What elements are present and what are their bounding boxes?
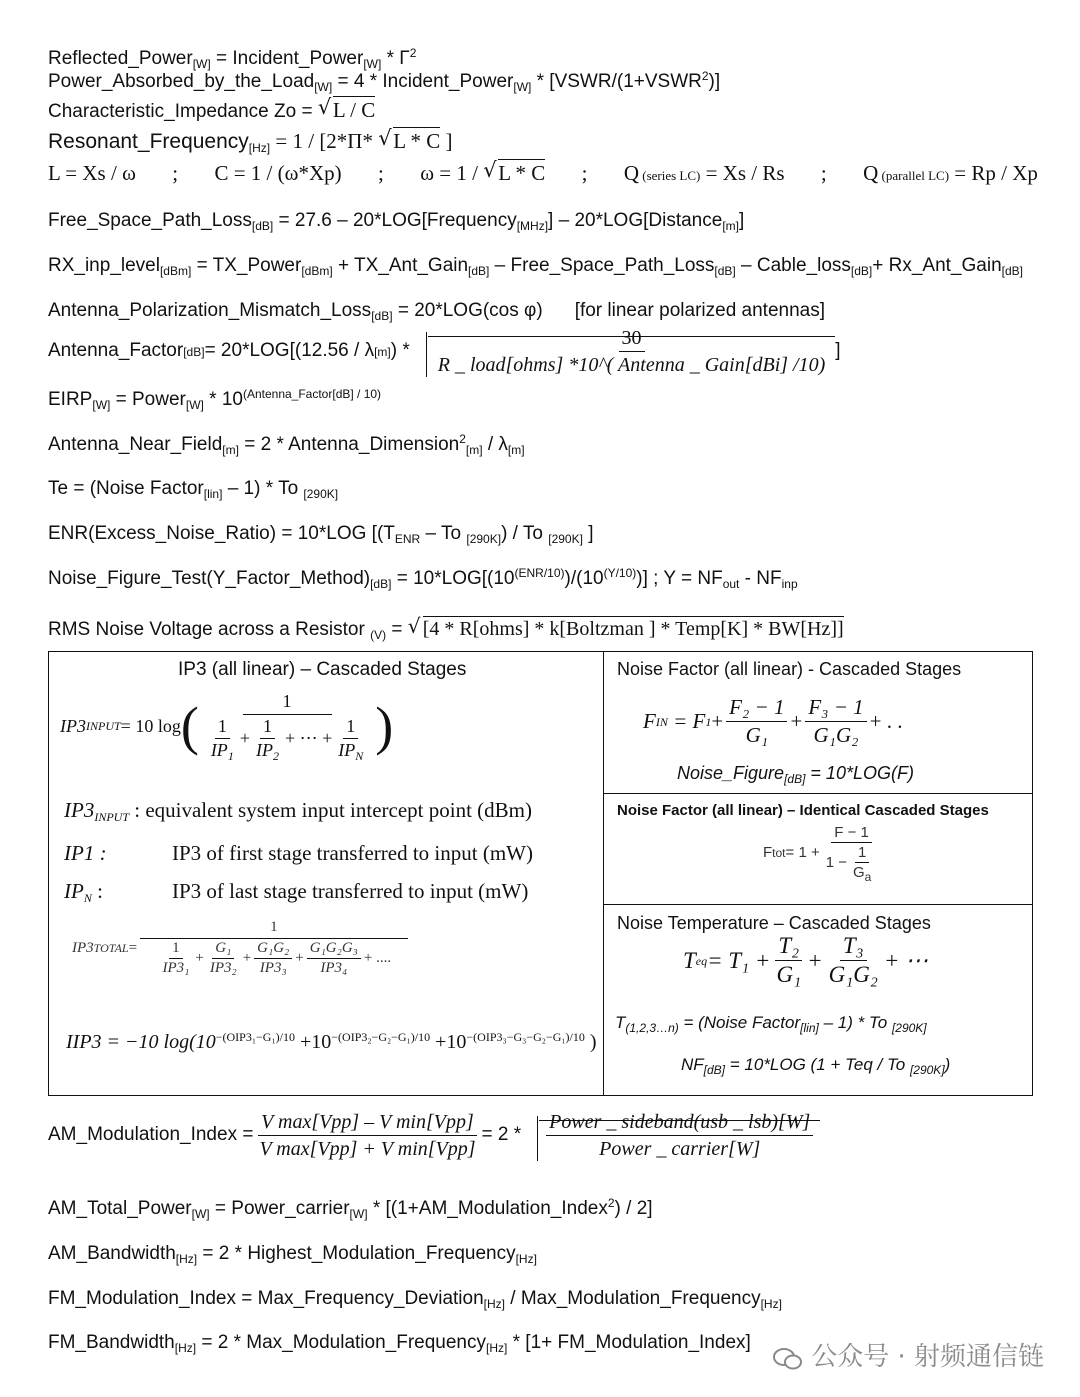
noise-figure-test-formula: $Noise\_Figure\_Test(Y\_Factor\_Method)_{[dB]} = 10*LOG[(10^{(ENR/10)})/(10^{(Y/10)})]$ ; $Y = NF_{out} - NF_{inp}$ xyxy=(48,566,798,591)
identical-stages-equation: F tot = 1 + F − 1 1 − $\frac{1}{G_a}$ xyxy=(763,824,872,884)
iip3-equation: IIP3 = −10 $\log(10^{-(OIP3_1-G_1)/10} +10^{-(OIP3_2-G_2-G_1)/10} +10^{-(OIP3_3-G_3-G_2-G_1)/10}$ ) xyxy=(66,1030,597,1053)
ip3-cell xyxy=(48,651,603,1096)
nf-teq-line: $NF_{[dB]} = 10*LOG$ (1 + Teq / To $_{[290K]}$) xyxy=(681,1055,951,1077)
noise-figure-db: Noise_Figure$_{[dB]}$ = 10*LOG(F) xyxy=(677,763,914,786)
ip3-title: IP3 (all linear) – Cascaded Stages xyxy=(178,659,467,680)
am-modulation-index-formula: AM_Modulation_Index = $\frac{\text{V max[Vpp] – V min[Vpp]}}{\text{V max[Vpp] + V min[Vpp]}}$ = 2 * $\frac{\text{Power \_ sideband(usb \_ lsb)[W]}}{\text{Power \_ carrier[W]}}$ xyxy=(48,1110,820,1161)
fm-bandwidth-formula: FM_Bandwidth$_{[Hz]}$ = 2 * Max_Modulation_Frequency$_{[Hz]}$ * [1+ FM_Modulation_Index] xyxy=(48,1332,751,1355)
am-total-power-formula: AM_Total_Power$_{[W]}$ = Power_carrier$_{[W]}$ * [(1+AM_Modulation_Index$^2$) / 2] xyxy=(48,1196,653,1221)
reflected-power-formula: Reflected_Power$_{[W]}$ = Incident_Power$_{[W]}$ * $\Gamma^2$ xyxy=(48,46,417,71)
ipn-definition: $IP_N$ : IP3 of last stage transferred to input (mW) xyxy=(64,879,529,905)
enr-formula: ENR(Excess_Noise_Ratio) = 10*LOG [($T_{ENR}$ – To $_{[290K]}$) / To $_{[290K]}$ ] xyxy=(48,523,594,546)
ip3-total-equation: IP3 TOTAL = 1 $\frac{1}{\text{IP3₁}}$ + $\frac{\text{G₁}}{\text{IP3₂}}$ + $\frac{\text{G₁G₂}}{\text{IP3₃}}$ + $\frac{\text{G₁G₂G₃}}{\text{IP3₄}}$ + .... xyxy=(72,919,411,977)
identical-stages-title: Noise Factor (all linear) – Identical Cascaded Stages xyxy=(617,802,989,819)
noise-factor-equation: F IN = F 1 + $\frac{\text{F₂ − 1}}{\text{G₁}}$ + $\frac{\text{F₃ − 1}}{\text{G₁G₂}}$ + . . xyxy=(643,695,903,747)
noise-temperature-cell xyxy=(603,905,1033,1095)
noise-temperature-title: Noise Temperature – Cascaded Stages xyxy=(617,913,931,933)
am-bandwidth-formula: AM_Bandwidth$_{[Hz]}$ = 2 * Highest_Modulation_Frequency$_{[Hz]}$ xyxy=(48,1243,537,1266)
antenna-factor-formula: Antenna_Factor [dB] = 20*LOG[(12.56 / λ [m] ) * $\frac{30}{\text{R \_ load[ohms] *10\textasciicircum{}( Antenna \_ Gain[dBi] /10)}}$ ] xyxy=(48,327,841,376)
noise-factor-cell xyxy=(603,651,1033,793)
wechat-icon xyxy=(773,1347,803,1369)
identical-stages-cell xyxy=(603,794,1033,904)
eirp-formula: $EIRP_{[W]}$ = Power$_{[W]}$ * $10^{(Antenna\_Factor[dB] / 10)}$ xyxy=(48,387,382,412)
free-space-path-loss-formula: Free_Space_Path_Loss$_{[dB]}$ = 27.6 – 20*LOG[Frequency$_{[MHz]}$] – 20*LOG[Distance$_{[m]}$] xyxy=(48,210,745,233)
fm-modulation-index-formula: FM_Modulation_Index = Max_Frequency_Deviation$_{[Hz]}$ / Max_Modulation_Frequency$_{[Hz]}$ xyxy=(48,1288,782,1311)
characteristic-impedance-formula: Characteristic_Impedance Zo = √ L / C xyxy=(48,98,375,124)
polarization-mismatch-formula: Antenna_Polarization_Mismatch_Loss$_{[dB]}$ = 20*LOG(cos φ) [for linear polarized antennas] xyxy=(48,300,826,323)
noise-temperature-equation: T eq = T₁ + $\frac{\text{T₂}}{\text{G₁}}$ + $\frac{\text{T₃}}{\text{G₁G₂}}$ + ⋯ xyxy=(683,933,929,987)
lc-relations: L = Xs / ω ; C = 1 / (ω*Xp) ; ω = 1 / √ L * C ; Q (series LC) = Xs / Rs ; Q (parallel LC) = Rp / Xp xyxy=(48,161,1038,186)
te-formula: Te = (Noise Factor$_{[lin]}$ – 1) * To $_{[290K]}$ xyxy=(48,478,339,501)
noise-factor-title: Noise Factor (all linear) - Cascaded Stages xyxy=(617,659,962,679)
near-field-formula: Antenna_Near_Field$_{[m]}$ = 2 * Antenna_Dimension$^2_{[m]}$ / $\lambda_{[m]}$ xyxy=(48,432,525,457)
ip1-definition: IP1 : IP3 of first stage transferred to input (mW) xyxy=(64,841,533,865)
resonant-frequency-formula: Resonant_Frequency$_{[Hz]}$ = 1 / [2*Π* √ L * C ] xyxy=(48,129,453,154)
ip3-input-definition: $IP3_{INPUT}$ : equivalent system input intercept point (dBm) xyxy=(64,798,533,824)
rms-noise-voltage-formula: RMS Noise Voltage across a Resistor $_{(V)}$ = √ [4 * R[ohms] * k[Boltzman ] * Temp[K] * BW[Hz]] xyxy=(48,617,844,642)
rx-input-level-formula: RX_inp_level$_{[dBm]}$ = TX_Power$_{[dBm]}$ + TX_Ant_Gain$_{[dB]}$ – Free_Space_Path_Loss$_{[dB]}$ – Cable_loss$_{[dB]}$+ Rx_Ant_Gain$_{[dB]}$ xyxy=(48,255,1023,278)
ip3-input-equation: IP3 INPUT = 10 log ( 1 $\frac{1}{IP_1}$ + $\frac{1}{IP_2}$ + ⋯ + $\frac{1}{IP_N}$ ) xyxy=(60,691,394,763)
watermark: 公众号 · 射频通信链 xyxy=(773,1336,1044,1373)
power-absorbed-formula: Power_Absorbed_by_the_Load$_{[W]}$ = 4 * Incident_Power$_{[W]}$ * $[VSWR/(1+VSWR^2)]$ xyxy=(48,69,721,94)
tn-noise-factor-line: $T_{(1,2,3\dots n)}$ = (Noise Factor$_{[lin]}$ – 1) * To $_{[290K]}$ xyxy=(615,1013,927,1035)
